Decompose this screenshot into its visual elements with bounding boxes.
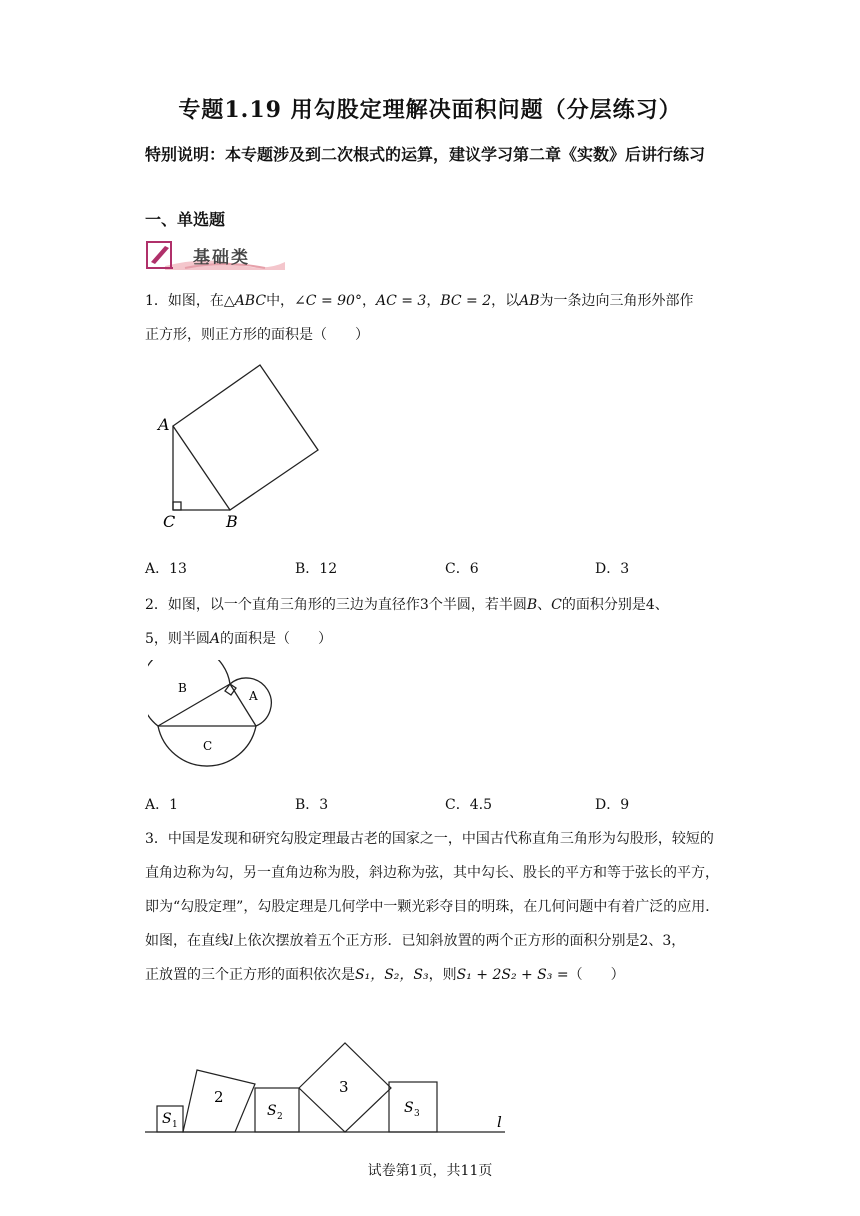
q2-b: B [526,597,538,613]
q2-option-d[interactable]: D．9 [595,797,630,813]
q3-paragraph-1: 3．中国是发现和研究勾股定理最古老的国家之一，中国古代称直角三角形为勾股形，较短的直角边称为勾，另一直角边称为股，斜边称为弦，其中勾长、股长的平方和等于弦长的平方，即为“勾股定理”，勾股定理是几何学中一颗光彩夺目的明珠，在几何问题中有着广泛的应用． [145,831,720,915]
q3-s-values: S₁，S₂，S₃ [355,967,429,983]
q1-figure [150,360,330,535]
section-heading: 一、单选题 [145,210,226,229]
q3-text: ，则 [428,967,457,983]
q2-text: 、 [537,597,552,613]
q1-option-b[interactable]: B．12 [295,561,338,577]
special-note: 特别说明：本专题涉及到二次根式的运算，建议学习第二章《实数》后讲行练习 [145,145,706,164]
q1-option-c[interactable]: C．6 [445,561,479,577]
q2-a: A [209,631,221,647]
q2-c: C [551,597,562,613]
q2-text: 的面积分别是4、 [561,597,669,613]
banner-label: 基础类 [193,248,250,268]
q1-text: 为一条边向三角形外部作 [539,293,694,309]
q3-paragraph-3 [145,958,725,992]
q2-label-b: B [178,681,187,695]
q1-line2: 正方形，则正方形的面积是（ ） [145,327,369,343]
q1-label-a: A [158,415,170,434]
q3-label-l: l [497,1113,502,1131]
q3-label-s1-sub: 1 [172,1120,178,1130]
q3-label-s2: S [267,1103,277,1119]
q3-label-s2-sub: 2 [277,1112,283,1122]
q3-paragraph-2 [145,924,725,958]
q3-line-l: l [229,933,234,949]
q1-ab: AB [519,293,540,309]
q3-label-3: 3 [339,1078,349,1096]
q2-text: 5，则半圆 [145,631,210,647]
q3-text: 如图，在直线 [145,933,229,949]
q1-label-b: B [226,512,238,531]
q3-label-s3-sub: 3 [414,1109,420,1119]
q3-figure [145,1038,515,1138]
q1-triangle: △ABC [223,293,267,309]
page-title: 专题1.19 用勾股定理解决面积问题（分层练习） [178,97,682,123]
q3-label-s1: S [162,1111,172,1127]
q2-option-c[interactable]: C．4.5 [445,797,492,813]
q1-cond-bc: BC = 2 [440,293,492,309]
q3-text: （ ） [568,967,625,983]
question-1-text [145,284,725,352]
q1-sep: ， [426,293,441,309]
q2-label-c: C [203,739,213,753]
q1-cond-angle: ∠C = 90° [294,293,362,309]
q1-option-a[interactable]: A．13 [145,561,187,577]
q2-label-a: A [249,689,258,703]
q2-text: 2．如图，以一个直角三角形的三边为直径作3个半圆，若半圆 [145,597,527,613]
q3-expression: S₁ + 2S₂ + S₃ = [456,967,569,983]
q2-figure [148,660,278,780]
q2-option-a[interactable]: A．1 [145,797,179,813]
q3-label-2: 2 [214,1088,224,1106]
q2-text: 的面积是（ ） [220,631,333,647]
q1-option-d[interactable]: D．3 [595,561,630,577]
question-3-text [145,822,725,992]
q3-label-s3: S [404,1100,414,1116]
q1-number: 1．如图，在 [145,293,224,309]
q1-cond-ac: AC = 3 [375,293,427,309]
question-2-text [145,588,725,656]
q1-sep: ， [361,293,376,309]
page-footer: 试卷第1页，共11页 [367,1163,493,1179]
q3-text: 上依次摆放着五个正方形．已知斜放置的两个正方形的面积分别是2、3， [233,933,686,949]
q1-text: 中， [266,293,295,309]
q1-text: ，以 [491,293,520,309]
q1-label-c: C [163,512,176,531]
q3-text: 正放置的三个正方形的面积依次是 [145,967,355,983]
q2-option-b[interactable]: B．3 [295,797,329,813]
